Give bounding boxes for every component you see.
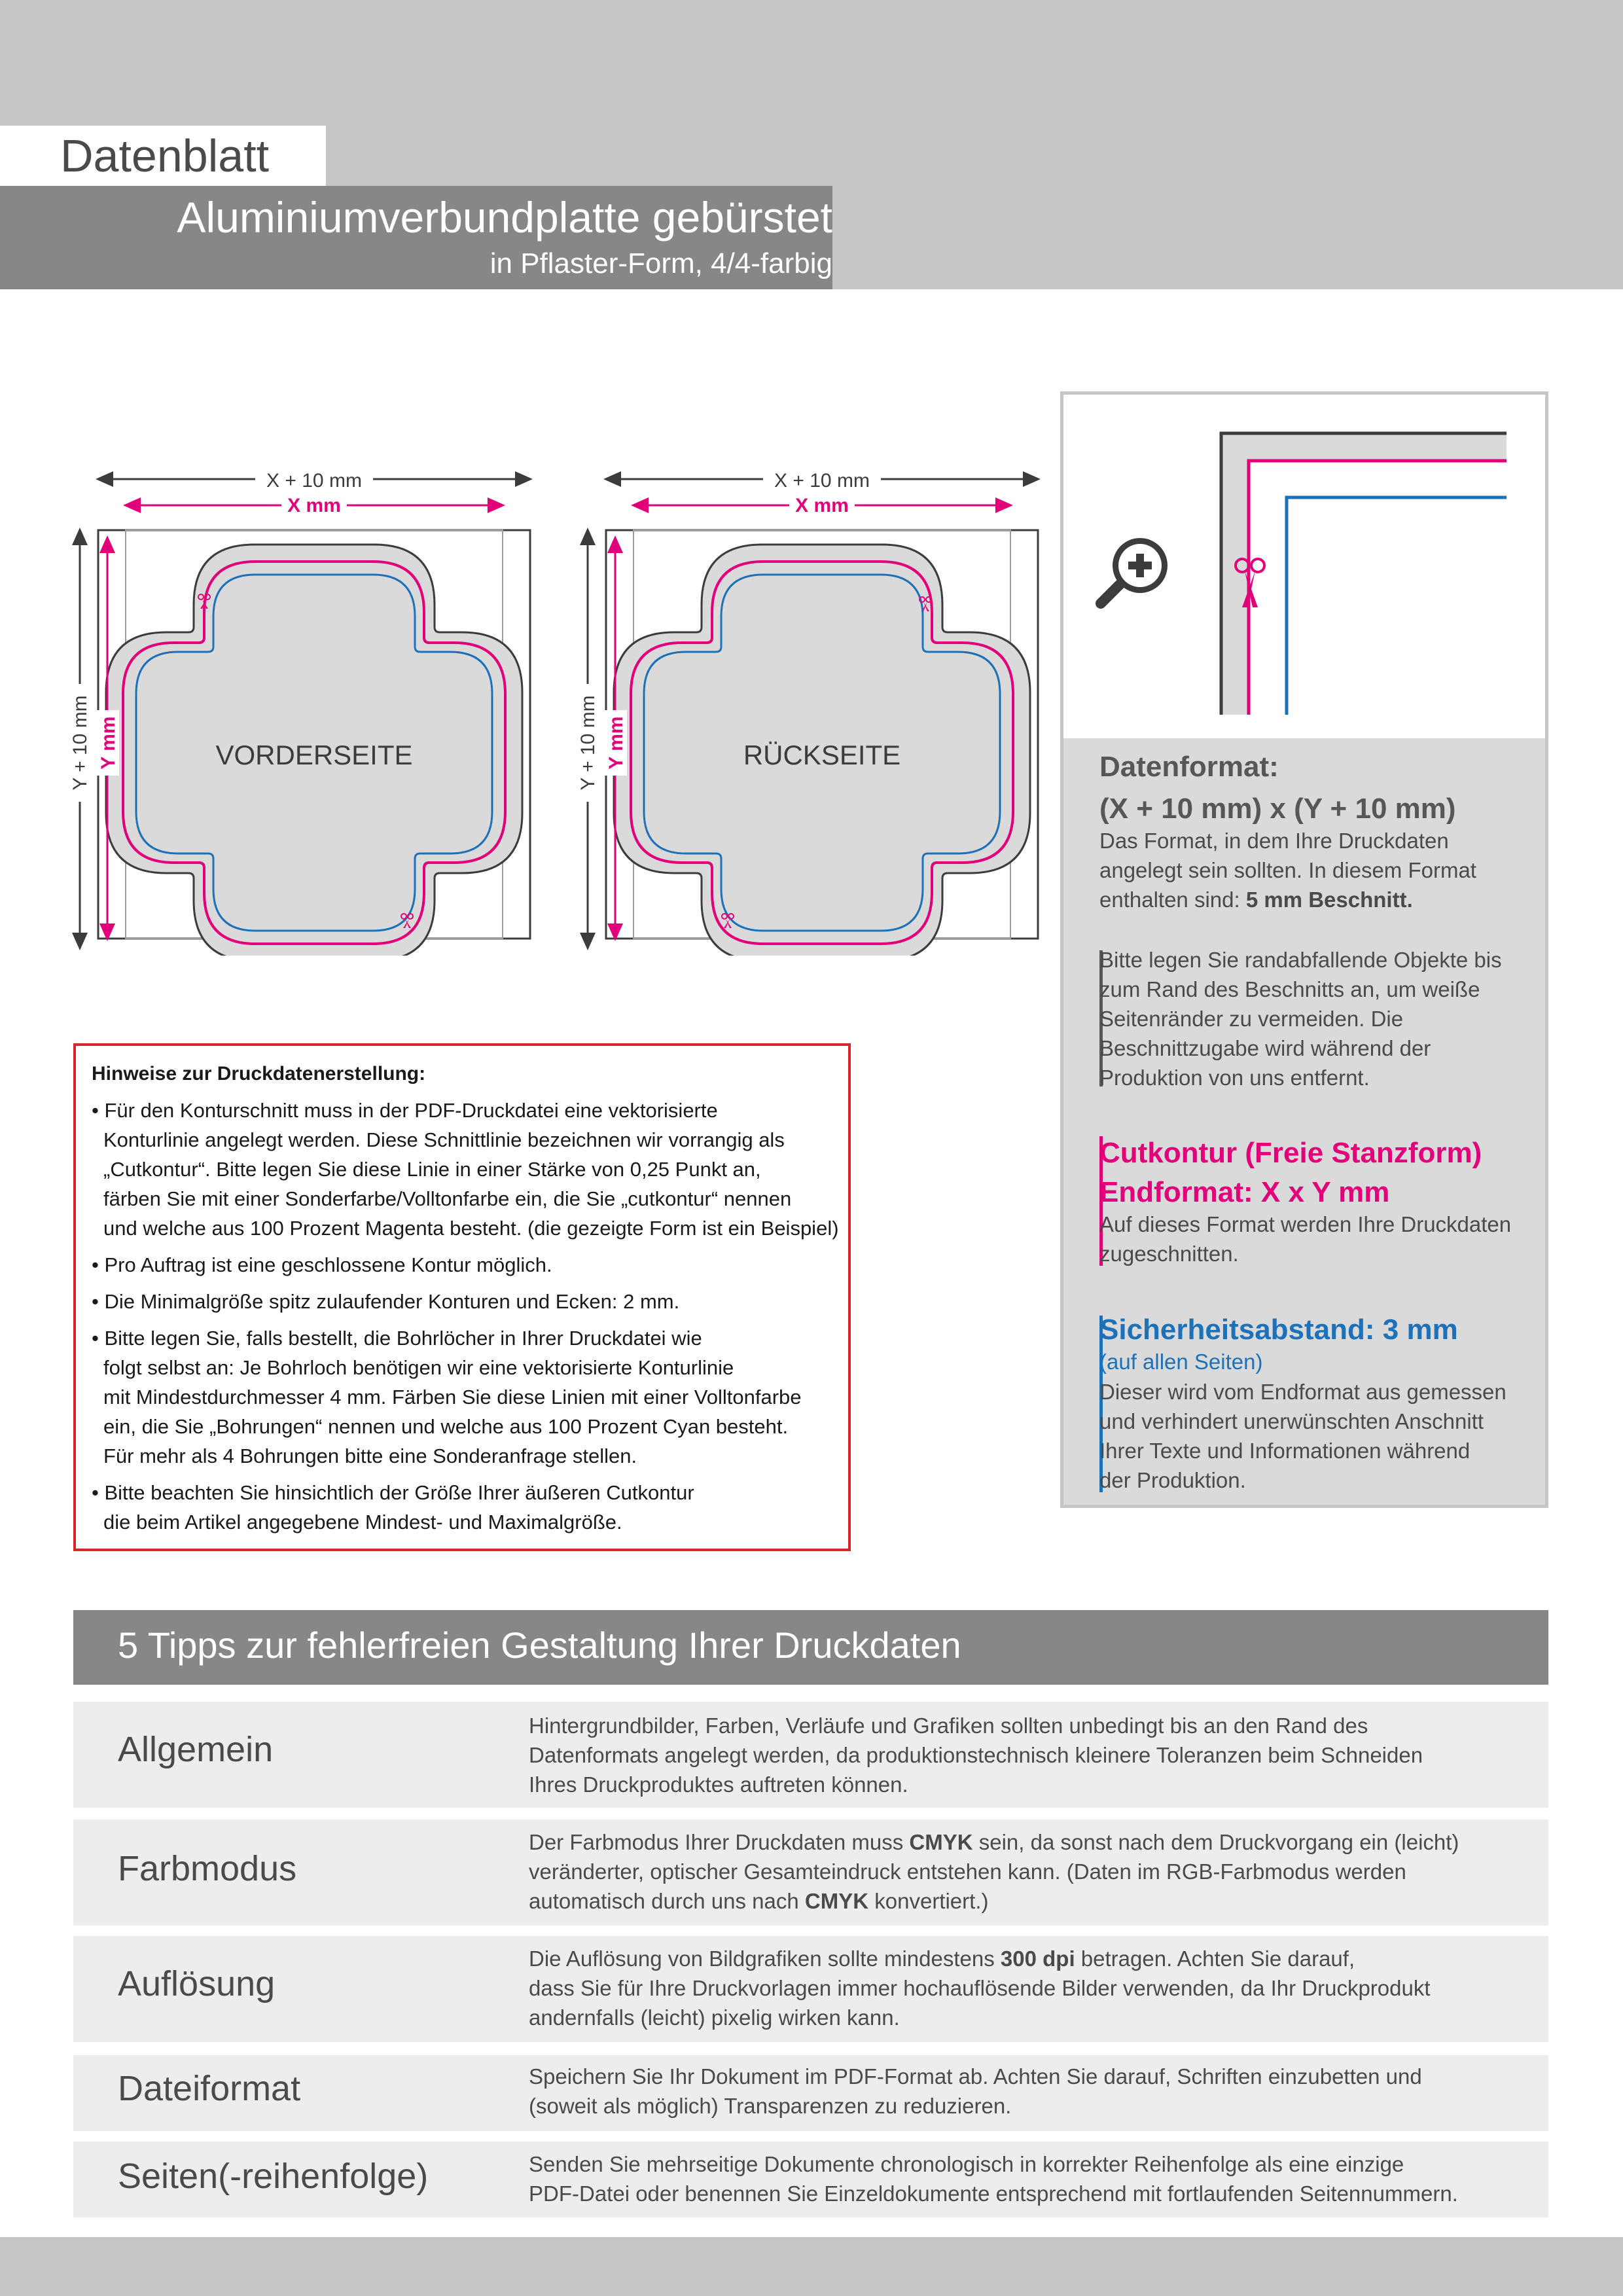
- tip-span: betragen. Achten Sie darauf,: [1075, 1946, 1355, 1971]
- text-line: zugeschnitten.: [1099, 1242, 1239, 1266]
- tip-text: [529, 1827, 1459, 1916]
- hint-continuation: und welche aus 100 Prozent Magenta besteht. (die gezeigte Form ist ein Beispiel): [103, 1217, 839, 1240]
- page-subtitle: in Pflaster-Form, 4/4-farbig: [490, 247, 832, 279]
- text-line: Seitenränder zu vermeiden. Die: [1099, 1007, 1404, 1031]
- hint-continuation: die beim Artikel angegebene Mindest- und Maximalgröße.: [103, 1511, 622, 1534]
- doc-label: Datenblatt: [60, 130, 270, 181]
- format-text-3: [1099, 885, 1413, 914]
- hint-bullet: • Bitte legen Sie, falls bestellt, die Bohrlöcher in Ihrer Druckdatei wie: [92, 1327, 702, 1350]
- tip-line: Ihres Druckproduktes auftreten können.: [529, 1772, 908, 1797]
- tip-span: Die Auflösung von Bildgrafiken sollte mindestens: [529, 1946, 1001, 1971]
- x-outer-label: X + 10 mm: [774, 470, 870, 492]
- tips-title: 5 Tipps zur fehlerfreien Gestaltung Ihrer Druckdaten: [118, 1624, 961, 1666]
- format-heading: Datenformat:: [1099, 751, 1279, 783]
- tip-line: [529, 1827, 1459, 1857]
- y-inner-label: Y mm: [98, 716, 119, 770]
- hints-title: Hinweise zur Druckdatenerstellung:: [92, 1063, 426, 1085]
- format-text-3a: enthalten sind:: [1099, 888, 1246, 912]
- text-line: und verhindert unerwünschten Anschnitt: [1099, 1409, 1484, 1433]
- tip-line: Hintergrundbilder, Farben, Verläufe und Grafiken sollten unbedingt bis an den Rand des: [529, 1713, 1368, 1738]
- y-inner-label: Y mm: [605, 716, 627, 770]
- x-inner-label: X mm: [795, 495, 849, 516]
- tip-line: Senden Sie mehrseitige Dokumente chronologisch in korrekter Reihenfolge als eine einzige: [529, 2152, 1404, 2176]
- safety-heading: Sicherheitsabstand: 3 mm: [1099, 1314, 1458, 1346]
- text-line: Dieser wird vom Endformat aus gemessen: [1099, 1380, 1507, 1404]
- tip-text: [529, 1711, 1423, 1799]
- tip-line: PDF-Datei oder benennen Sie Einzeldokumente entsprechend mit fortlaufenden Seitennummern.: [529, 2181, 1458, 2206]
- hint-continuation: färben Sie mit einer Sonderfarbe/Volltonfarbe ein, die Sie „cutkontur“ nennen: [103, 1187, 792, 1210]
- tip-line: Speichern Sie Ihr Dokument im PDF-Format ab. Achten Sie darauf, Schriften einzubetten und: [529, 2064, 1422, 2089]
- hint-continuation: Konturlinie angelegt werden. Diese Schnittlinie bezeichnen wir vorrangig als: [103, 1128, 785, 1151]
- x-outer-label: X + 10 mm: [266, 470, 362, 492]
- cut-heading: Cutkontur (Freie Stanzform): [1099, 1137, 1482, 1169]
- text-line: zum Rand des Beschnitts an, um weiße: [1099, 977, 1480, 1001]
- tip-line: [529, 1886, 1459, 1916]
- side-label: RÜCKSEITE: [743, 740, 901, 770]
- hint-bullet: • Für den Konturschnitt muss in der PDF-Druckdatei eine vektorisierte: [92, 1099, 718, 1122]
- tip-line: andernfalls (leicht) pixelig wirken kann.: [529, 2005, 900, 2030]
- magnifier-plus-icon: [1101, 538, 1168, 603]
- back-diagram: [576, 467, 1038, 956]
- tip-text: [529, 2149, 1458, 2208]
- tip-line: dass Sie für Ihre Druckvorlagen immer hochauflösende Bilder verwenden, da Ihr Druckprodukt: [529, 1976, 1431, 2000]
- tip-label: Dateiformat: [118, 2069, 301, 2108]
- text-line: Produktion von uns entfernt.: [1099, 1066, 1370, 1090]
- tip-label: Allgemein: [118, 1730, 274, 1769]
- hint-bullet: • Bitte beachten Sie hinsichtlich der Größe Ihrer äußeren Cutkontur: [92, 1481, 694, 1504]
- tip-line: Datenformats angelegt werden, da produktionstechnisch kleinere Toleranzen beim Schneiden: [529, 1743, 1423, 1767]
- tip-text: [529, 1944, 1431, 2032]
- tip-span: sein, da sonst nach dem Druckvorgang ein (leicht): [972, 1830, 1459, 1854]
- footer-band: [0, 2237, 1623, 2296]
- text-line: Bitte legen Sie randabfallende Objekte bis: [1099, 948, 1502, 972]
- tip-span: Der Farbmodus Ihrer Druckdaten muss: [529, 1830, 910, 1854]
- tip-label: Seiten(-reihenfolge): [118, 2157, 429, 2196]
- front-diagram: [68, 467, 530, 956]
- format-text-1: Das Format, in dem Ihre Druckdaten: [1099, 829, 1449, 853]
- hint-continuation: ein, die Sie „Bohrungen“ nennen und welche aus 100 Prozent Cyan besteht.: [103, 1415, 789, 1438]
- y-outer-label: Y + 10 mm: [577, 695, 599, 791]
- format-text-2: angelegt sein sollten. In diesem Format: [1099, 858, 1476, 882]
- tip-label: Auflösung: [118, 1964, 276, 2003]
- tip-bold: CMYK: [804, 1889, 869, 1913]
- text-line: Auf dieses Format werden Ihre Druckdaten: [1099, 1212, 1512, 1236]
- tip-span: konvertiert.): [868, 1889, 989, 1913]
- tip-label: Farbmodus: [118, 1849, 297, 1888]
- text-line: Beschnittzugabe wird während der: [1099, 1036, 1431, 1060]
- shape-diagram: [26, 458, 1047, 956]
- hint-continuation: „Cutkontur“. Bitte legen Sie diese Linie in einer Stärke von 0,25 Punkt an,: [103, 1158, 761, 1181]
- y-outer-label: Y + 10 mm: [69, 695, 91, 791]
- hint-continuation: folgt selbst an: Je Bohrloch benötigen wir eine vektorisierte Konturlinie: [103, 1356, 734, 1379]
- tip-span: automatisch durch uns nach: [529, 1889, 805, 1913]
- side-label: VORDERSEITE: [215, 740, 413, 770]
- page-title: Aluminiumverbundplatte gebürstet: [177, 193, 832, 242]
- hint-continuation: Für mehr als 4 Bohrungen bitte eine Sonderanfrage stellen.: [103, 1444, 637, 1467]
- hint-continuation: mit Mindestdurchmesser 4 mm. Färben Sie diese Linien mit einer Volltonfarbe: [103, 1386, 802, 1408]
- tip-line: (soweit als möglich) Transparenzen zu reduzieren.: [529, 2094, 1012, 2118]
- hint-bullet: • Pro Auftrag ist eine geschlossene Kontur möglich.: [92, 1253, 552, 1276]
- x-inner-label: X mm: [287, 495, 341, 516]
- zoom-detail: [1073, 398, 1544, 725]
- cut-size: Endformat: X x Y mm: [1099, 1176, 1390, 1208]
- format-size: (X + 10 mm) x (Y + 10 mm): [1099, 793, 1456, 825]
- text-line: Ihrer Texte und Informationen während: [1099, 1439, 1471, 1463]
- tip-bold: CMYK: [909, 1830, 973, 1854]
- tip-text: [529, 2062, 1422, 2121]
- tip-bold: 300 dpi: [1000, 1946, 1075, 1971]
- tip-line: veränderter, optischer Gesamteindruck entstehen kann. (Daten im RGB-Farbmodus werden: [529, 1859, 1406, 1884]
- format-bleed-value: 5 mm Beschnitt.: [1245, 888, 1413, 912]
- hint-bullet: • Die Minimalgröße spitz zulaufender Konturen und Ecken: 2 mm.: [92, 1290, 680, 1313]
- tip-line: [529, 1944, 1431, 1973]
- safety-sub: (auf allen Seiten): [1099, 1350, 1263, 1374]
- text-line: der Produktion.: [1099, 1468, 1246, 1492]
